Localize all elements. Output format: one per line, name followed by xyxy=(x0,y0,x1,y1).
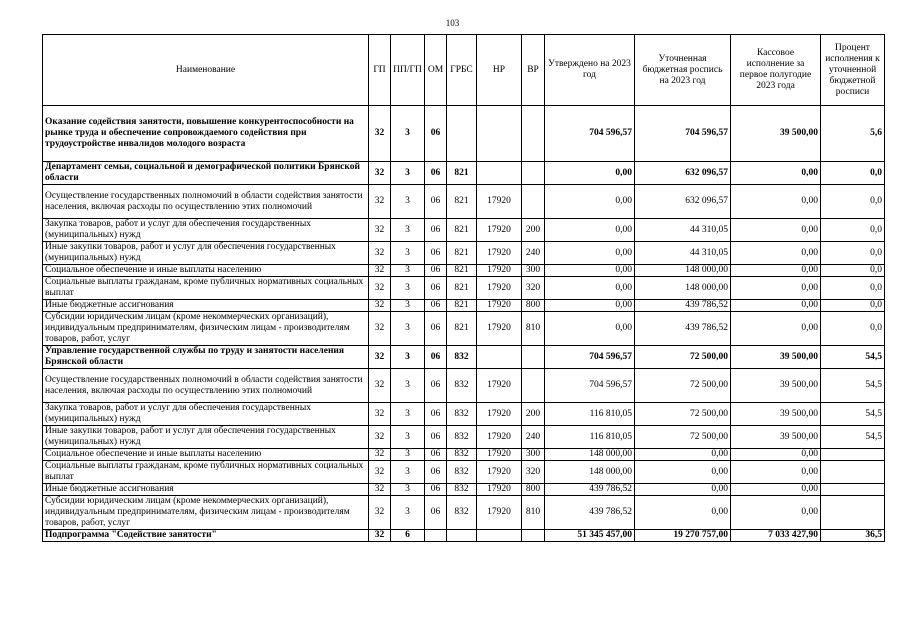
cell-gp: 32 xyxy=(369,369,391,403)
cell-name: Иные закупки товаров, работ и услуг для обеспечения государственных (муниципальных) нужд xyxy=(43,426,369,449)
cell-ppgp: 6 xyxy=(391,530,425,542)
cell-name: Иные бюджетные ассигнования xyxy=(43,300,369,312)
cell-grbs: 832 xyxy=(447,496,477,530)
cell-grbs: 832 xyxy=(447,461,477,484)
cell-gp: 32 xyxy=(369,106,391,162)
cell-om: 06 xyxy=(425,461,447,484)
table-row xyxy=(43,426,885,449)
cell-om: 06 xyxy=(425,496,447,530)
cell-percent: 0,0 xyxy=(821,300,885,312)
cell-revised: 19 270 757,00 xyxy=(635,530,731,542)
cell-grbs: 832 xyxy=(447,346,477,369)
cell-percent xyxy=(821,496,885,530)
cell-gp: 32 xyxy=(369,449,391,461)
table-row xyxy=(43,300,885,312)
cell-om: 06 xyxy=(425,300,447,312)
cell-revised: 704 596,57 xyxy=(635,106,731,162)
cell-ppgp: 3 xyxy=(391,346,425,369)
cell-nr: 17920 xyxy=(477,403,522,426)
cell-percent: 5,6 xyxy=(821,106,885,162)
cell-name: Оказание содействия занятости, повышение конкурентоспособности на рынке труда и обеспечение сопровождаемого содействия при трудоустройстве инвалидов молодого возраста xyxy=(43,106,369,162)
header-vr: ВР xyxy=(522,35,545,106)
table-row xyxy=(43,403,885,426)
cell-cash: 0,00 xyxy=(731,185,821,219)
cell-percent: 0,0 xyxy=(821,242,885,265)
cell-percent: 54,5 xyxy=(821,426,885,449)
cell-vr: 300 xyxy=(522,449,545,461)
cell-approved: 0,00 xyxy=(545,312,635,346)
cell-name: Социальное обеспечение и иные выплаты населению xyxy=(43,265,369,277)
cell-name: Закупка товаров, работ и услуг для обеспечения государственных (муниципальных) нужд xyxy=(43,403,369,426)
table-row xyxy=(43,530,885,542)
cell-vr: 240 xyxy=(522,242,545,265)
cell-percent xyxy=(821,461,885,484)
table-row xyxy=(43,185,885,219)
cell-ppgp: 3 xyxy=(391,300,425,312)
cell-approved: 704 596,57 xyxy=(545,346,635,369)
cell-percent: 54,5 xyxy=(821,369,885,403)
cell-name: Социальные выплаты гражданам, кроме публичных нормативных социальных выплат xyxy=(43,461,369,484)
cell-om: 06 xyxy=(425,219,447,242)
cell-revised: 0,00 xyxy=(635,461,731,484)
header-cash: Кассовое исполнение за первое полугодие 2023 года xyxy=(731,35,821,106)
cell-ppgp: 3 xyxy=(391,219,425,242)
table-row xyxy=(43,449,885,461)
cell-percent: 0,0 xyxy=(821,162,885,185)
cell-approved: 116 810,05 xyxy=(545,403,635,426)
cell-ppgp: 3 xyxy=(391,106,425,162)
cell-vr: 800 xyxy=(522,484,545,496)
cell-nr xyxy=(477,106,522,162)
cell-name: Управление государственной службы по труду и занятости населения Брянской области xyxy=(43,346,369,369)
cell-grbs: 821 xyxy=(447,162,477,185)
cell-cash: 0,00 xyxy=(731,449,821,461)
cell-ppgp: 3 xyxy=(391,265,425,277)
cell-vr: 800 xyxy=(522,300,545,312)
cell-approved: 704 596,57 xyxy=(545,369,635,403)
cell-nr: 17920 xyxy=(477,185,522,219)
cell-vr xyxy=(522,346,545,369)
cell-revised: 0,00 xyxy=(635,496,731,530)
table-row xyxy=(43,242,885,265)
cell-revised: 44 310,05 xyxy=(635,242,731,265)
cell-nr: 17920 xyxy=(477,484,522,496)
cell-om: 06 xyxy=(425,449,447,461)
table-row xyxy=(43,369,885,403)
cell-revised: 0,00 xyxy=(635,449,731,461)
cell-revised: 632 096,57 xyxy=(635,185,731,219)
cell-approved: 0,00 xyxy=(545,219,635,242)
table-row xyxy=(43,277,885,300)
cell-vr: 810 xyxy=(522,496,545,530)
cell-ppgp: 3 xyxy=(391,185,425,219)
cell-gp: 32 xyxy=(369,185,391,219)
cell-nr: 17920 xyxy=(477,449,522,461)
cell-approved: 439 786,52 xyxy=(545,496,635,530)
cell-grbs: 821 xyxy=(447,300,477,312)
header-ppgp: ПП/ГП xyxy=(391,35,425,106)
cell-percent: 0,0 xyxy=(821,185,885,219)
cell-gp: 32 xyxy=(369,346,391,369)
cell-approved: 148 000,00 xyxy=(545,461,635,484)
cell-name: Социальное обеспечение и иные выплаты населению xyxy=(43,449,369,461)
cell-approved: 439 786,52 xyxy=(545,484,635,496)
cell-ppgp: 3 xyxy=(391,312,425,346)
header-grbs: ГРБС xyxy=(447,35,477,106)
cell-cash: 39 500,00 xyxy=(731,346,821,369)
cell-approved: 116 810,05 xyxy=(545,426,635,449)
cell-name: Закупка товаров, работ и услуг для обеспечения государственных (муниципальных) нужд xyxy=(43,219,369,242)
cell-revised: 72 500,00 xyxy=(635,369,731,403)
cell-grbs: 832 xyxy=(447,484,477,496)
cell-gp: 32 xyxy=(369,312,391,346)
cell-percent: 54,5 xyxy=(821,403,885,426)
cell-approved: 0,00 xyxy=(545,185,635,219)
table-row xyxy=(43,312,885,346)
cell-name: Субсидии юридическим лицам (кроме некоммерческих организаций), индивидуальным предпринимателям, физическим лицам - производителям товаров, работ, услуг xyxy=(43,312,369,346)
cell-vr xyxy=(522,369,545,403)
cell-cash: 0,00 xyxy=(731,461,821,484)
cell-percent: 36,5 xyxy=(821,530,885,542)
cell-cash: 0,00 xyxy=(731,277,821,300)
header-nr: НР xyxy=(477,35,522,106)
cell-revised: 632 096,57 xyxy=(635,162,731,185)
header-gp: ГП xyxy=(369,35,391,106)
cell-cash: 39 500,00 xyxy=(731,369,821,403)
cell-name: Иные закупки товаров, работ и услуг для обеспечения государственных (муниципальных) нужд xyxy=(43,242,369,265)
cell-cash: 39 500,00 xyxy=(731,426,821,449)
budget-execution-table xyxy=(42,34,885,542)
cell-om: 06 xyxy=(425,403,447,426)
cell-name: Осуществление государственных полномочий в области содействия занятости населения, включая расходы по осуществлению этих полномочий xyxy=(43,185,369,219)
cell-name: Подпрограмма "Содействие занятости" xyxy=(43,530,369,542)
cell-nr: 17920 xyxy=(477,496,522,530)
cell-grbs: 821 xyxy=(447,277,477,300)
cell-ppgp: 3 xyxy=(391,461,425,484)
cell-nr xyxy=(477,162,522,185)
cell-percent: 0,0 xyxy=(821,265,885,277)
cell-nr: 17920 xyxy=(477,265,522,277)
cell-grbs: 821 xyxy=(447,265,477,277)
cell-grbs: 832 xyxy=(447,449,477,461)
cell-approved: 51 345 457,00 xyxy=(545,530,635,542)
cell-ppgp: 3 xyxy=(391,426,425,449)
header-revised: Уточненная бюджетная роспись на 2023 год xyxy=(635,35,731,106)
table-row xyxy=(43,496,885,530)
cell-ppgp: 3 xyxy=(391,242,425,265)
cell-gp: 32 xyxy=(369,300,391,312)
cell-ppgp: 3 xyxy=(391,162,425,185)
cell-vr: 810 xyxy=(522,312,545,346)
cell-ppgp: 3 xyxy=(391,449,425,461)
header-approved: Утверждено на 2023 год xyxy=(545,35,635,106)
cell-om: 06 xyxy=(425,277,447,300)
cell-vr xyxy=(522,106,545,162)
cell-om: 06 xyxy=(425,369,447,403)
cell-nr xyxy=(477,530,522,542)
cell-om: 06 xyxy=(425,242,447,265)
cell-revised: 0,00 xyxy=(635,484,731,496)
cell-percent xyxy=(821,449,885,461)
cell-grbs xyxy=(447,106,477,162)
cell-revised: 72 500,00 xyxy=(635,346,731,369)
cell-vr xyxy=(522,530,545,542)
table-row xyxy=(43,219,885,242)
cell-revised: 439 786,52 xyxy=(635,300,731,312)
cell-nr: 17920 xyxy=(477,219,522,242)
cell-vr: 320 xyxy=(522,277,545,300)
cell-grbs: 821 xyxy=(447,242,477,265)
cell-grbs: 821 xyxy=(447,312,477,346)
cell-grbs: 821 xyxy=(447,185,477,219)
cell-approved: 0,00 xyxy=(545,300,635,312)
cell-gp: 32 xyxy=(369,496,391,530)
cell-vr: 300 xyxy=(522,265,545,277)
cell-nr xyxy=(477,346,522,369)
cell-nr: 17920 xyxy=(477,312,522,346)
cell-om xyxy=(425,530,447,542)
cell-grbs: 832 xyxy=(447,369,477,403)
cell-approved: 704 596,57 xyxy=(545,106,635,162)
table-row xyxy=(43,484,885,496)
cell-ppgp: 3 xyxy=(391,496,425,530)
cell-gp: 32 xyxy=(369,265,391,277)
cell-revised: 148 000,00 xyxy=(635,277,731,300)
cell-nr: 17920 xyxy=(477,426,522,449)
cell-approved: 148 000,00 xyxy=(545,449,635,461)
cell-percent xyxy=(821,484,885,496)
cell-om: 06 xyxy=(425,106,447,162)
cell-approved: 0,00 xyxy=(545,277,635,300)
cell-vr xyxy=(522,185,545,219)
cell-approved: 0,00 xyxy=(545,162,635,185)
cell-gp: 32 xyxy=(369,277,391,300)
cell-percent: 0,0 xyxy=(821,219,885,242)
header-percent: Процент исполнения к уточненной бюджетной росписи xyxy=(821,35,885,106)
cell-name: Субсидии юридическим лицам (кроме некоммерческих организаций), индивидуальным предпринимателям, физическим лицам - производителям товаров, работ, услуг xyxy=(43,496,369,530)
cell-grbs xyxy=(447,530,477,542)
header-name: Наименование xyxy=(43,35,369,106)
cell-cash: 39 500,00 xyxy=(731,106,821,162)
cell-gp: 32 xyxy=(369,219,391,242)
page-number: 103 xyxy=(445,18,460,28)
cell-name: Осуществление государственных полномочий в области содействия занятости населения, включая расходы по осуществлению этих полномочий xyxy=(43,369,369,403)
cell-percent: 54,5 xyxy=(821,346,885,369)
cell-om: 06 xyxy=(425,162,447,185)
cell-revised: 44 310,05 xyxy=(635,219,731,242)
cell-gp: 32 xyxy=(369,426,391,449)
cell-revised: 148 000,00 xyxy=(635,265,731,277)
cell-percent: 0,0 xyxy=(821,312,885,346)
cell-revised: 439 786,52 xyxy=(635,312,731,346)
cell-ppgp: 3 xyxy=(391,403,425,426)
cell-nr: 17920 xyxy=(477,369,522,403)
cell-cash: 0,00 xyxy=(731,312,821,346)
cell-vr: 200 xyxy=(522,219,545,242)
cell-gp: 32 xyxy=(369,530,391,542)
cell-cash: 0,00 xyxy=(731,265,821,277)
cell-gp: 32 xyxy=(369,461,391,484)
cell-ppgp: 3 xyxy=(391,277,425,300)
cell-nr: 17920 xyxy=(477,461,522,484)
cell-grbs: 832 xyxy=(447,426,477,449)
cell-ppgp: 3 xyxy=(391,484,425,496)
cell-gp: 32 xyxy=(369,484,391,496)
cell-grbs: 832 xyxy=(447,403,477,426)
cell-cash: 0,00 xyxy=(731,162,821,185)
cell-vr xyxy=(522,162,545,185)
cell-gp: 32 xyxy=(369,242,391,265)
cell-nr: 17920 xyxy=(477,277,522,300)
cell-om: 06 xyxy=(425,185,447,219)
table-header-row xyxy=(43,35,885,106)
table-row xyxy=(43,461,885,484)
cell-cash: 0,00 xyxy=(731,484,821,496)
header-om: ОМ xyxy=(425,35,447,106)
table-row xyxy=(43,162,885,185)
table-body xyxy=(43,106,885,542)
cell-gp: 32 xyxy=(369,162,391,185)
cell-ppgp: 3 xyxy=(391,369,425,403)
cell-om: 06 xyxy=(425,265,447,277)
cell-percent: 0,0 xyxy=(821,277,885,300)
cell-om: 06 xyxy=(425,346,447,369)
table-row xyxy=(43,265,885,277)
cell-cash: 39 500,00 xyxy=(731,403,821,426)
cell-vr: 240 xyxy=(522,426,545,449)
cell-vr: 200 xyxy=(522,403,545,426)
cell-nr: 17920 xyxy=(477,242,522,265)
cell-approved: 0,00 xyxy=(545,265,635,277)
cell-cash: 0,00 xyxy=(731,219,821,242)
cell-om: 06 xyxy=(425,312,447,346)
cell-cash: 0,00 xyxy=(731,496,821,530)
table-row xyxy=(43,106,885,162)
cell-gp: 32 xyxy=(369,403,391,426)
cell-approved: 0,00 xyxy=(545,242,635,265)
cell-vr: 320 xyxy=(522,461,545,484)
cell-revised: 72 500,00 xyxy=(635,403,731,426)
cell-revised: 72 500,00 xyxy=(635,426,731,449)
cell-name: Социальные выплаты гражданам, кроме публичных нормативных социальных выплат xyxy=(43,277,369,300)
table-row xyxy=(43,346,885,369)
cell-cash: 0,00 xyxy=(731,300,821,312)
cell-nr: 17920 xyxy=(477,300,522,312)
cell-om: 06 xyxy=(425,426,447,449)
cell-grbs: 821 xyxy=(447,219,477,242)
cell-name: Департамент семьи, социальной и демографической политики Брянской области xyxy=(43,162,369,185)
cell-cash: 0,00 xyxy=(731,242,821,265)
cell-om: 06 xyxy=(425,484,447,496)
cell-name: Иные бюджетные ассигнования xyxy=(43,484,369,496)
cell-cash: 7 033 427,90 xyxy=(731,530,821,542)
